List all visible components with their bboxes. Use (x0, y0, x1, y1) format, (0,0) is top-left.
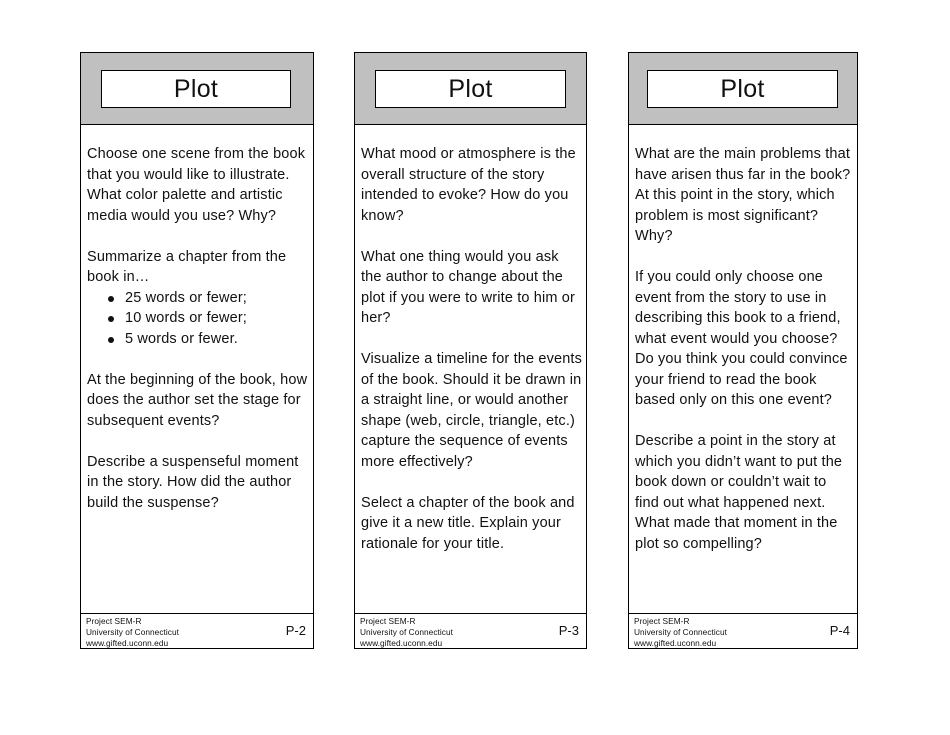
list-item (87, 308, 309, 329)
bookmark-card-p4 (628, 52, 858, 649)
footer-project: Project SEM-R (86, 616, 142, 626)
bullet-icon (108, 337, 114, 343)
question-text: Choose one scene from the book that you would like to illustrate. What color palette and artistic media would you use? Why? (87, 146, 306, 224)
list-item (87, 329, 309, 350)
card-body (87, 144, 309, 534)
footer-project: Project SEM-R (360, 616, 416, 626)
question-text: What are the main problems that have arisen thus far in the book? At this point in the story, which problem is most significant? Why? (635, 146, 851, 244)
card-title: Plot (101, 70, 291, 108)
list-item-text: 25 words or fewer; (125, 289, 247, 306)
footer-credits (360, 616, 453, 648)
question-text: What one thing would you ask the author to change about the plot if you were to write to him or her? (361, 248, 575, 326)
question-text: Describe a point in the story at which you didn’t want to put the book down or couldn’t wait to find out what happened next. What made that moment in the plot so compelling? (635, 433, 843, 552)
card-footer (355, 613, 586, 648)
card-header (355, 53, 586, 125)
question-text: Summarize a chapter from the book in… (87, 248, 287, 285)
bookmark-card-p3 (354, 52, 587, 649)
bullet-icon (108, 296, 114, 302)
word-limit-list (87, 288, 309, 350)
card-footer (629, 613, 857, 648)
footer-university: University of Connecticut (360, 626, 454, 637)
card-title: Plot (647, 70, 838, 108)
footer-project: Project SEM-R (634, 616, 690, 626)
question-text: If you could only choose one event from the story to use in describing this book to a friend, what event would you choose? Do you think you could convince your friend to read the book based only on this one event? (635, 269, 848, 408)
bullet-icon (108, 316, 114, 322)
page-code: P-4 (829, 623, 850, 638)
card-header (81, 53, 313, 125)
question-text: Select a chapter of the book and give it a new title. Explain your rationale for your title. (361, 494, 575, 552)
footer-credits (634, 616, 727, 648)
question-text: Describe a suspenseful moment in the story. How did the author build the suspense? (87, 453, 299, 511)
question-text: At the beginning of the book, how does the author set the stage for subsequent events? (87, 371, 308, 429)
card-body (635, 144, 853, 575)
footer-credits (86, 616, 179, 648)
footer-university: University of Connecticut (634, 626, 728, 637)
card-title: Plot (375, 70, 566, 108)
footer-website: www.gifted.uconn.edu (86, 637, 169, 648)
card-footer (81, 613, 313, 648)
footer-website: www.gifted.uconn.edu (360, 637, 443, 648)
question-text: What mood or atmosphere is the overall structure of the story intended to evoke? How do you know? (361, 146, 576, 224)
card-header (629, 53, 857, 125)
question-text: Visualize a timeline for the events of the book. Should it be drawn in a straight line, or would another shape (web, circle, triangle, etc.) capture the sequence of events more effectively? (361, 351, 582, 470)
page-code: P-2 (285, 623, 306, 638)
bookmark-card-p2 (80, 52, 314, 649)
list-item-text: 5 words or fewer. (125, 330, 238, 347)
page-code: P-3 (558, 623, 579, 638)
footer-website: www.gifted.uconn.edu (634, 637, 717, 648)
list-item-text: 10 words or fewer; (125, 310, 247, 326)
list-item (87, 288, 309, 309)
footer-university: University of Connecticut (86, 626, 180, 637)
card-body (361, 144, 582, 575)
